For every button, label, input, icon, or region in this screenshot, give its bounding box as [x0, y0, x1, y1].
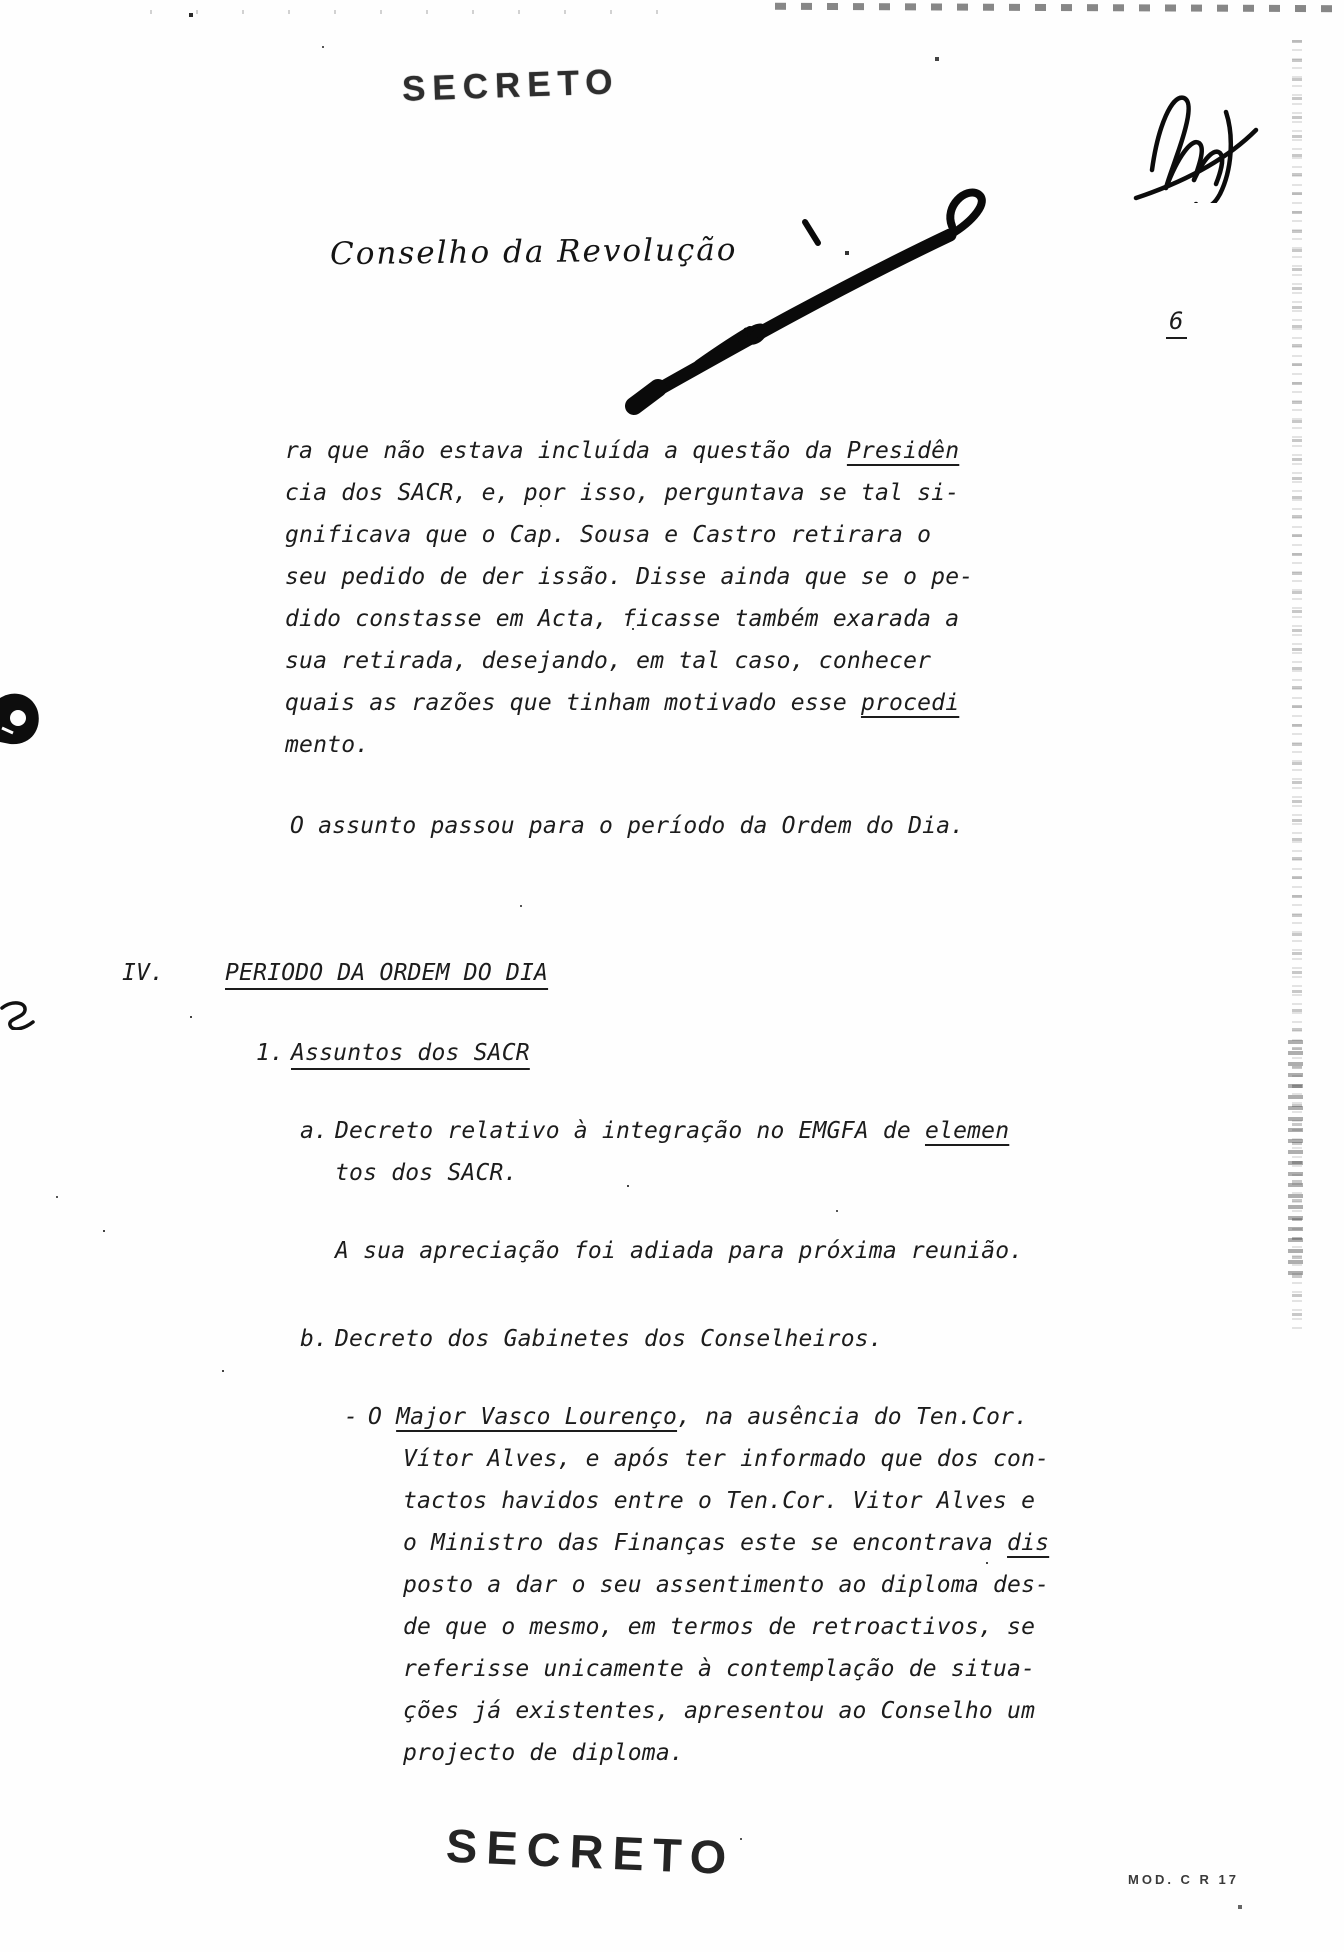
- scan-noise-top-right: [775, 3, 1340, 12]
- text-line: o Ministro das Finanças este se encontrava dis: [403, 1530, 1050, 1556]
- scan-noise-top-left: [150, 10, 670, 14]
- item-a-label: a.: [300, 1118, 329, 1144]
- letterhead-title: Conselho da Revolução: [329, 231, 738, 273]
- text-line: gnificava que o Cap. Sousa e Castro retirara o: [285, 522, 932, 548]
- item-b-text: Decreto dos Gabinetes dos Conselheiros.: [335, 1326, 883, 1352]
- section-numeral: IV.: [122, 960, 165, 986]
- text-line: tactos havidos entre o Ten.Cor. Vitor Alves e: [403, 1488, 1036, 1514]
- text-line: Vítor Alves, e após ter informado que dos con-: [403, 1446, 1050, 1472]
- handwritten-signature-icon: [1128, 78, 1268, 203]
- text-line: referisse unicamente à contemplação de situa-: [403, 1656, 1036, 1682]
- text-line: seu pedido de der issão. Disse ainda que se o pe-: [285, 564, 974, 590]
- text-line: de que o mesmo, em termos de retroactivos, se: [403, 1614, 1036, 1640]
- transition-paragraph: O assunto passou para o período da Ordem do Dia.: [290, 813, 965, 839]
- bullet-paragraph: [368, 1396, 1049, 1774]
- item-b-label: b.: [300, 1326, 329, 1352]
- scan-noise-right-cluster: [1288, 1040, 1303, 1280]
- text-line: projecto de diploma.: [403, 1740, 684, 1766]
- page-number: 6: [1166, 306, 1187, 339]
- text-line: tos dos SACR.: [335, 1160, 518, 1186]
- subsection-title: Assuntos dos SACR: [291, 1040, 530, 1066]
- text-line: ções já existentes, apresentou ao Conselho um: [403, 1698, 1036, 1724]
- ink-blot-icon: [0, 688, 44, 750]
- bullet-dash: -: [344, 1404, 359, 1430]
- text-line: dido constasse em Acta, ficasse também exarada a: [285, 606, 960, 632]
- text-line: ra que não estava incluída a questão da Presidên: [285, 438, 960, 464]
- scan-speckles: [0, 0, 2, 2]
- text-line: mento.: [285, 732, 370, 758]
- intro-paragraph: [285, 430, 973, 766]
- secret-stamp-top: SECRETO: [401, 62, 621, 109]
- text-line: Decreto relativo à integração no EMGFA de elemen: [335, 1118, 1010, 1144]
- text-line: cia dos SACR, e, por isso, perguntava se tal si-: [285, 480, 960, 506]
- ink-squiggle-icon: [0, 998, 36, 1030]
- text-line: sua retirada, desejando, em tal caso, conhecer: [285, 648, 932, 674]
- secret-stamp-bottom: SECRETO: [444, 1818, 737, 1885]
- item-a-note: A sua apreciação foi adiada para próxima reunião.: [335, 1238, 1024, 1264]
- text-line: O Major Vasco Lourenço, na ausência do Ten.Cor.: [368, 1404, 1029, 1430]
- item-a-text: [335, 1110, 1009, 1194]
- handwritten-pen-mark-icon: [600, 160, 1020, 420]
- subsection-number: 1.: [256, 1040, 285, 1066]
- text-line: posto a dar o seu assentimento ao diploma des-: [403, 1572, 1050, 1598]
- text-line: quais as razões que tinham motivado esse procedi: [285, 690, 960, 716]
- section-title: PERIODO DA ORDEM DO DIA: [225, 960, 549, 986]
- form-number: MOD. C R 17: [1128, 1872, 1240, 1887]
